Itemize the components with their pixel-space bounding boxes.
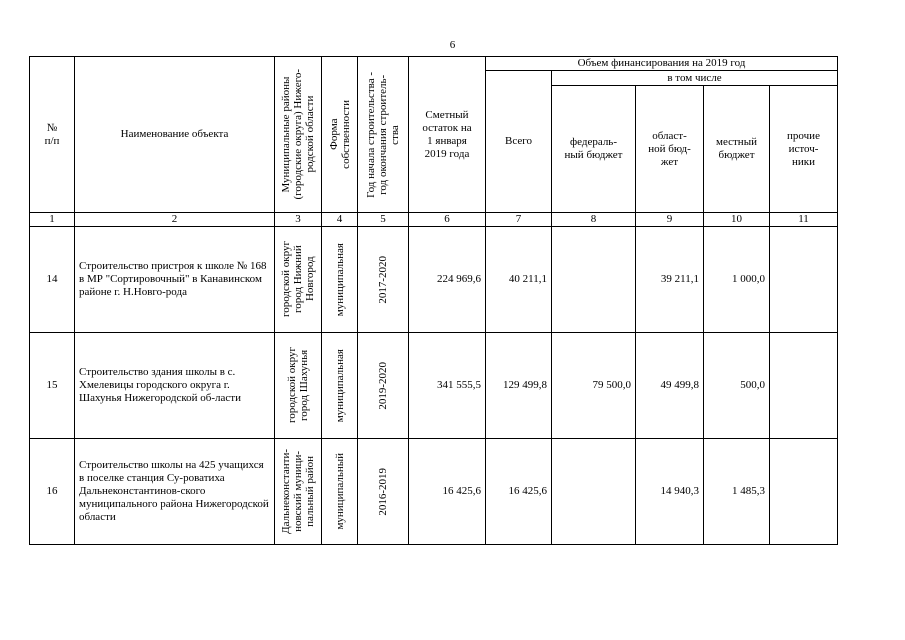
column-number: 4 bbox=[322, 213, 358, 227]
column-number: 2 bbox=[75, 213, 275, 227]
header-federal: федераль- ный бюджет bbox=[552, 86, 636, 213]
row-local: 1 000,0 bbox=[704, 227, 770, 333]
row-ownership bbox=[322, 439, 358, 545]
row-federal: 79 500,0 bbox=[552, 333, 636, 439]
header-regional: област- ной бюд- жет bbox=[636, 86, 704, 213]
row-no: 15 bbox=[30, 333, 75, 439]
header-including: в том числе bbox=[552, 71, 838, 86]
row-balance: 16 425,6 bbox=[409, 439, 486, 545]
page-number: 6 bbox=[449, 39, 456, 51]
header-years-text: Год начала строительства - год окончания строитель- ства bbox=[365, 71, 401, 198]
column-number: 8 bbox=[552, 213, 636, 227]
column-number: 9 bbox=[636, 213, 704, 227]
row-other bbox=[770, 439, 838, 545]
table-row bbox=[30, 227, 838, 333]
row-name: Строительство школы на 425 учащихся в поселке станция Су-роватиха Дальнеконстантинов-ского муниципального района Нижегородской области bbox=[75, 439, 275, 545]
row-total: 16 425,6 bbox=[486, 439, 552, 545]
row-regional: 39 211,1 bbox=[636, 227, 704, 333]
header-ownership-text: Форма собственности bbox=[327, 100, 352, 169]
header-years bbox=[358, 57, 409, 213]
column-number: 5 bbox=[358, 213, 409, 227]
row-other bbox=[770, 227, 838, 333]
row-federal bbox=[552, 227, 636, 333]
row-local: 1 485,3 bbox=[704, 439, 770, 545]
column-number: 1 bbox=[30, 213, 75, 227]
column-number-row bbox=[30, 213, 838, 227]
row-ownership bbox=[322, 227, 358, 333]
table-row bbox=[30, 333, 838, 439]
row-no: 16 bbox=[30, 439, 75, 545]
row-federal bbox=[552, 439, 636, 545]
header-district bbox=[275, 57, 322, 213]
column-number: 6 bbox=[409, 213, 486, 227]
row-ownership-text: муниципальная bbox=[333, 348, 346, 423]
row-district-text: Дальнеконстанти- новский муници- пальный район bbox=[280, 449, 316, 534]
row-years bbox=[358, 439, 409, 545]
header-other: прочие источ- ники bbox=[770, 86, 838, 213]
row-name: Строительство пристроя к школе № 168 в МР "Сортировочный" в Канавинском районе г. Н.Новго-рода bbox=[75, 227, 275, 333]
row-district bbox=[275, 439, 322, 545]
row-balance: 341 555,5 bbox=[409, 333, 486, 439]
column-number: 11 bbox=[770, 213, 838, 227]
header-district-text: Муниципальные районы (городские округа) Нижего- родской области bbox=[280, 69, 316, 200]
header-balance: Сметный остаток на 1 января 2019 года bbox=[409, 57, 486, 213]
funding-table bbox=[29, 56, 838, 545]
row-years-text: 2019-2020 bbox=[377, 361, 389, 410]
header-no: № п/п bbox=[30, 57, 75, 213]
header-local: местный бюджет bbox=[704, 86, 770, 213]
row-other bbox=[770, 333, 838, 439]
row-ownership bbox=[322, 333, 358, 439]
row-local: 500,0 bbox=[704, 333, 770, 439]
header-ownership bbox=[322, 57, 358, 213]
row-years-text: 2016-2019 bbox=[377, 467, 389, 516]
row-years bbox=[358, 227, 409, 333]
row-total: 129 499,8 bbox=[486, 333, 552, 439]
row-district bbox=[275, 333, 322, 439]
column-number: 3 bbox=[275, 213, 322, 227]
table-row bbox=[30, 439, 838, 545]
row-district-text: городской округ город Шахунья bbox=[286, 347, 310, 424]
row-years-text: 2017-2020 bbox=[377, 255, 389, 304]
header-name: Наименование объекта bbox=[75, 57, 275, 213]
row-ownership-text: муниципальная bbox=[333, 242, 346, 317]
row-regional: 49 499,8 bbox=[636, 333, 704, 439]
row-total: 40 211,1 bbox=[486, 227, 552, 333]
column-number: 10 bbox=[704, 213, 770, 227]
row-name: Строительство здания школы в с. Хмелевицы городского округа г. Шахунья Нижегородской об-ласти bbox=[75, 333, 275, 439]
column-number: 7 bbox=[486, 213, 552, 227]
header-funding: Объем финансирования на 2019 год bbox=[486, 57, 838, 71]
row-regional: 14 940,3 bbox=[636, 439, 704, 545]
row-balance: 224 969,6 bbox=[409, 227, 486, 333]
row-district-text: городской округ город Нижний Новгород bbox=[280, 241, 316, 318]
row-ownership-text: муниципальный bbox=[333, 453, 346, 530]
row-years bbox=[358, 333, 409, 439]
row-district bbox=[275, 227, 322, 333]
row-no: 14 bbox=[30, 227, 75, 333]
header-total: Всего bbox=[486, 71, 552, 213]
